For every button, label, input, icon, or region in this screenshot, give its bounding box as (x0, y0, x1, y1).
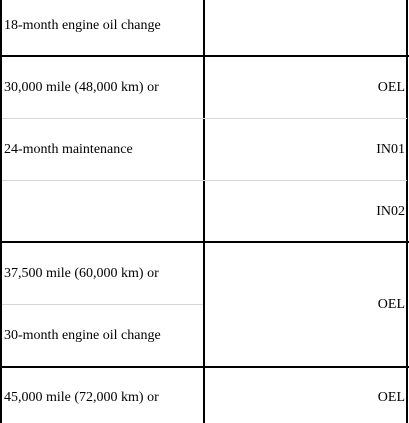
row-divider-3 (2, 304, 203, 305)
row-1-description: 18-month engine oil change (4, 18, 161, 33)
row-divider-2 (2, 180, 407, 181)
row-3-code: IN01 (376, 142, 405, 157)
row-border-1 (0, 55, 409, 57)
row-7-code: OEL (377, 390, 405, 405)
row-4-code: IN02 (376, 204, 405, 219)
column-divider (203, 0, 205, 423)
left-border (0, 0, 2, 423)
row-5-description: 37,500 mile (60,000 km) or (4, 266, 159, 281)
row-7-description: 45,000 mile (72,000 km) or (4, 390, 159, 405)
row-divider-1 (2, 118, 407, 119)
row-6-description: 30-month engine oil change (4, 328, 161, 343)
row-2-description: 30,000 mile (48,000 km) or (4, 80, 159, 95)
right-border (406, 0, 408, 423)
row-3-description: 24-month maintenance (4, 142, 133, 157)
row-5-code: OEL (377, 297, 405, 312)
row-2-code: OEL (377, 80, 405, 95)
row-border-2 (0, 241, 409, 243)
row-border-3 (0, 366, 409, 368)
